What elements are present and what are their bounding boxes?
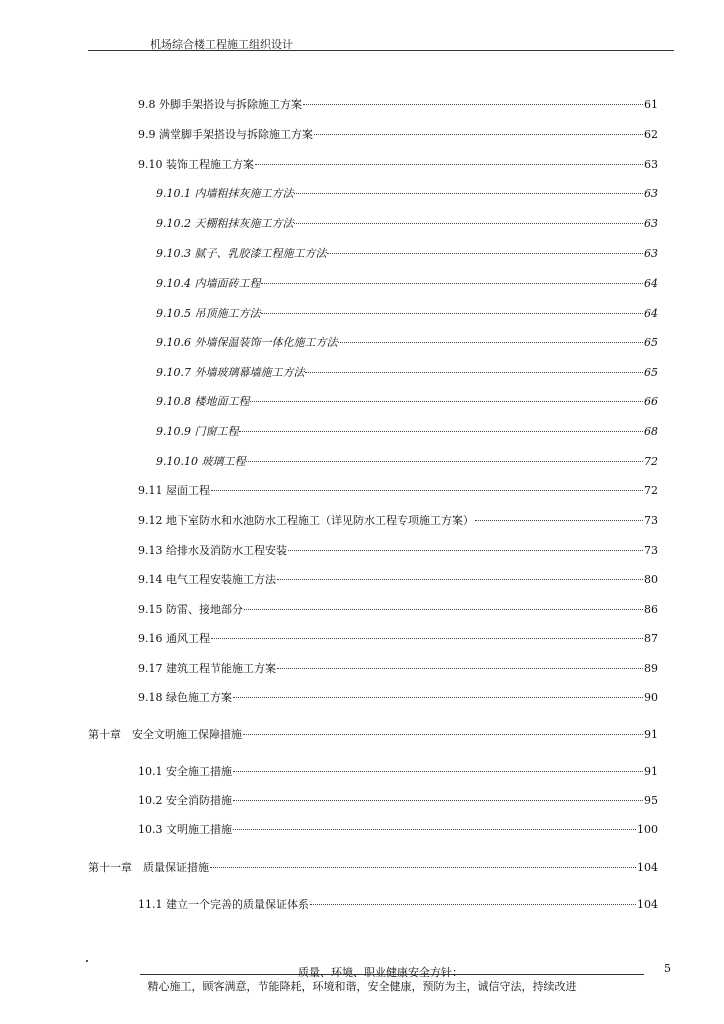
toc-dot-leader: [294, 193, 643, 194]
toc-entry-page: 87: [644, 632, 658, 645]
toc-dot-leader: [233, 697, 643, 698]
toc-entry-page: 62: [644, 128, 658, 141]
toc-entry-label: 9.10 装饰工程施工方案: [138, 158, 254, 171]
toc-entry[interactable]: [138, 484, 658, 498]
toc-entry[interactable]: [138, 691, 658, 705]
toc-dot-leader: [294, 223, 643, 224]
toc-dot-leader: [277, 668, 643, 669]
toc-entry-page: 63: [644, 187, 658, 200]
toc-dot-leader: [475, 520, 643, 521]
footer-rule: [140, 974, 644, 975]
toc-dot-leader: [255, 164, 643, 165]
toc-entry-label: 10.1 安全施工措施: [138, 765, 232, 778]
toc-entry-label: 9.10.7 外墙玻璃幕墙施工方法: [156, 366, 305, 379]
toc-entry-label: 第十章 安全文明施工保障措施: [88, 728, 242, 741]
toc-entry-label: 9.10.3 腻子、乳胶漆工程施工方法: [156, 247, 327, 260]
toc-entry[interactable]: [138, 98, 658, 112]
toc-entry-page: 63: [644, 247, 658, 260]
toc-entry-page: 68: [644, 425, 658, 438]
toc-dot-leader: [210, 867, 636, 868]
toc-entry-label: 9.12 地下室防水和水池防水工程施工（详见防水工程专项施工方案）: [138, 514, 474, 527]
toc-entry-label: 第十一章 质量保证措施: [88, 861, 209, 874]
toc-entry-label: 11.1 建立一个完善的质量保证体系: [138, 898, 309, 911]
toc-entry-page: 95: [644, 794, 658, 807]
toc-entry-page: 86: [644, 603, 658, 616]
toc-entry-page: 104: [637, 861, 658, 874]
toc-entry[interactable]: [138, 514, 658, 528]
toc-entry-page: 64: [644, 277, 658, 290]
toc-entry-label: 9.10.8 楼地面工程: [156, 395, 250, 408]
toc-entry-label: 9.18 绿色施工方案: [138, 691, 232, 704]
toc-dot-leader: [310, 904, 636, 905]
toc-entry-label: 9.9 满堂脚手架搭设与拆除施工方案: [138, 128, 313, 141]
toc-entry-page: 73: [644, 544, 658, 557]
toc-entry[interactable]: [156, 455, 658, 469]
toc-entry-page: 90: [644, 691, 658, 704]
toc-entry-page: 64: [644, 307, 658, 320]
toc-dot-leader: [233, 829, 636, 830]
toc-entry-page: 63: [644, 217, 658, 230]
toc-dot-leader: [305, 372, 643, 373]
toc-entry[interactable]: [156, 336, 658, 350]
toc-entry-label: 9.10.1 内墙粗抹灰施工方法: [156, 187, 294, 200]
toc-dot-leader: [233, 771, 643, 772]
toc-entry-label: 9.10.4 内墙面砖工程: [156, 277, 261, 290]
toc-entry[interactable]: [138, 632, 658, 646]
toc-entry[interactable]: [138, 823, 658, 837]
toc-entry[interactable]: [156, 277, 658, 291]
toc-entry-page: 91: [644, 728, 658, 741]
toc-entry-page: 89: [644, 662, 658, 675]
toc-entry-page: 63: [644, 158, 658, 171]
toc-entry[interactable]: [88, 861, 658, 875]
toc-entry-label: 9.10.10 玻璃工程: [156, 455, 246, 468]
toc-entry-page: 80: [644, 573, 658, 586]
toc-dot-leader: [338, 342, 643, 343]
toc-entry-page: 72: [644, 455, 658, 468]
footer-policy-title: 质量、环境、职业健康安全方针：: [298, 966, 463, 979]
toc-entry[interactable]: [138, 544, 658, 558]
toc-dot-leader: [211, 490, 643, 491]
toc-entry-label: 9.10.6 外墙保温装饰一体化施工方法: [156, 336, 338, 349]
document-title: 机场综合楼工程施工组织设计: [150, 38, 293, 51]
toc-entry-page: 65: [644, 366, 658, 379]
toc-entry[interactable]: [138, 794, 658, 808]
toc-entry-page: 73: [644, 514, 658, 527]
toc-entry[interactable]: [138, 898, 658, 912]
toc-dot-leader: [327, 253, 643, 254]
toc-entry-page: 100: [637, 823, 658, 836]
toc-entry[interactable]: [138, 573, 658, 587]
toc-entry-label: 10.3 文明施工措施: [138, 823, 232, 836]
toc-entry[interactable]: [138, 158, 658, 172]
toc-entry[interactable]: [138, 128, 658, 142]
toc-entry-label: 10.2 安全消防措施: [138, 794, 232, 807]
toc-entry[interactable]: [156, 395, 658, 409]
toc-entry-label: 9.16 通风工程: [138, 632, 210, 645]
toc-dot-leader: [244, 609, 643, 610]
toc-entry[interactable]: [88, 728, 658, 742]
toc-entry[interactable]: [156, 247, 658, 261]
toc-entry[interactable]: [138, 662, 658, 676]
toc-entry-label: 9.13 给排水及消防水工程安装: [138, 544, 287, 557]
toc-dot-leader: [303, 104, 643, 105]
toc-entry-label: 9.17 建筑工程节能施工方案: [138, 662, 276, 675]
toc-dot-leader: [239, 431, 643, 432]
toc-dot-leader: [243, 734, 643, 735]
toc-entry-page: 65: [644, 336, 658, 349]
toc-dot-leader: [261, 283, 643, 284]
toc-entry[interactable]: [156, 425, 658, 439]
toc-entry-page: 66: [644, 395, 658, 408]
toc-entry-page: 104: [637, 898, 658, 911]
toc-entry-page: 61: [644, 98, 658, 111]
toc-dot-leader: [277, 579, 643, 580]
page-number: 5: [664, 962, 671, 975]
toc-entry-page: 91: [644, 765, 658, 778]
toc-entry-label: 9.8 外脚手架搭设与拆除施工方案: [138, 98, 302, 111]
toc-dot-leader: [246, 461, 643, 462]
toc-dot-leader: [261, 313, 643, 314]
toc-entry[interactable]: [156, 366, 658, 380]
toc-entry[interactable]: [138, 765, 658, 779]
toc-entry[interactable]: [156, 217, 658, 231]
toc-dot-leader: [288, 550, 643, 551]
footer-dot: [86, 960, 88, 962]
toc-entry-label: 9.14 电气工程安装施工方法: [138, 573, 276, 586]
toc-entry-label: 9.10.9 门窗工程: [156, 425, 239, 438]
toc-entry-label: 9.11 屋面工程: [138, 484, 210, 497]
toc-entry[interactable]: [138, 603, 658, 617]
toc-entry-page: 72: [644, 484, 658, 497]
toc-entry[interactable]: [156, 307, 658, 321]
toc-entry-label: 9.10.2 天棚粗抹灰施工方法: [156, 217, 294, 230]
toc-entry-label: 9.15 防雷、接地部分: [138, 603, 243, 616]
toc-dot-leader: [233, 800, 643, 801]
toc-entry[interactable]: [156, 187, 658, 201]
footer-policy-text: 精心施工，顾客满意，节能降耗，环境和谐，安全健康，预防为主，诚信守法，持续改进: [147, 980, 577, 993]
toc-dot-leader: [250, 401, 643, 402]
toc-dot-leader: [314, 134, 643, 135]
toc-entry-label: 9.10.5 吊顶施工方法: [156, 307, 261, 320]
toc-dot-leader: [211, 638, 643, 639]
